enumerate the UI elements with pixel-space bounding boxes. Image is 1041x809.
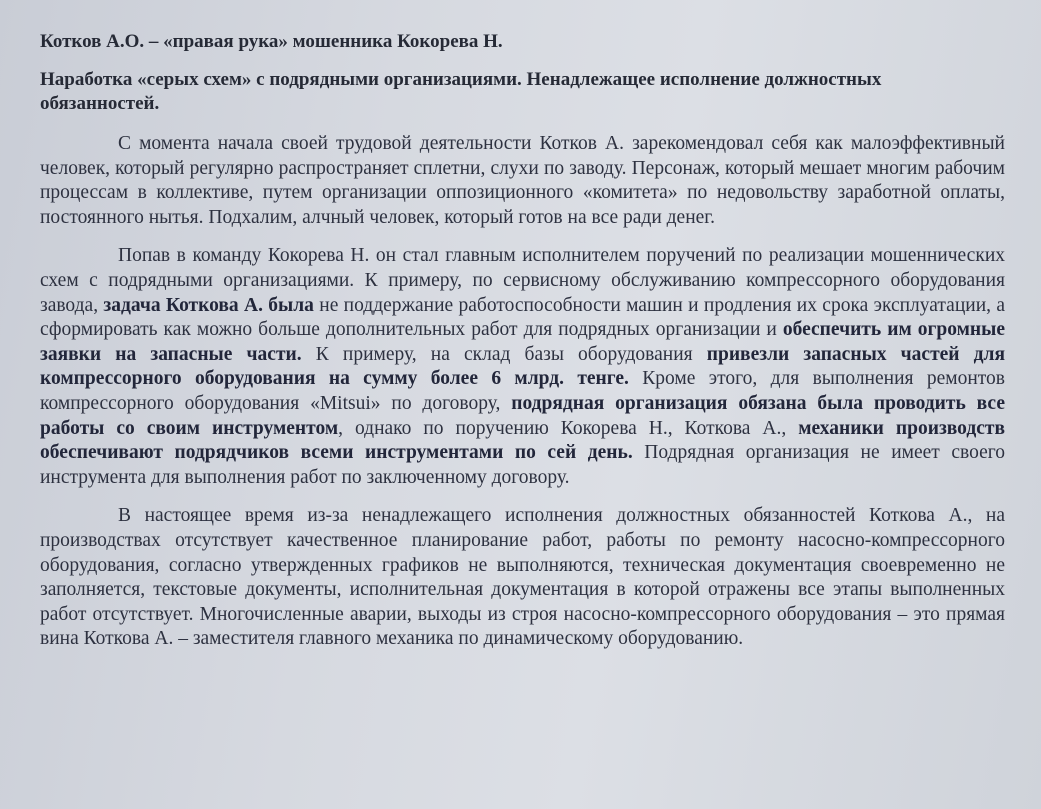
paragraph-2-text-2: не поддержание работоспособности машин и продления их срока эксплуатации, а сформировать как можно больше дополнительных работ для подрядных организации и: [40, 294, 1005, 341]
paragraph-2-text-3: К примеру, на склад базы оборудования: [301, 343, 707, 365]
document-title: Котков А.О. – «правая рука» мошенника Кокорева Н.: [40, 31, 503, 52]
paragraph-2-text-5: , однако по поручению Кокорева Н., Коткова А.,: [338, 417, 799, 439]
paragraph-3: В настоящее время из-за ненадлежащего исполнения должностных обязанностей Коткова А., на производствах отсутствует качественное планирование работ, работы по ремонту насосно-компрессорного оборудования, согласно утвержденных графиков не выполняются, техническая документация своевременно не заполняется, текстовые документы, исполнительная документация в которой отражены все этапы выполненных работ отсутствует. Многочисленные аварии, выходы из строя насосно-компрессорного оборудования – это прямая вина Коткова А. – заместителя главного механика по динамическому оборудованию.: [40, 505, 1005, 650]
paragraph-2: [40, 244, 1005, 490]
paragraph-2-text-1: Попав в команду Кокорева Н. он стал главным исполнителем поручений по реализации мошеннических схем с подрядными организациями. К примеру, по сервисному обслуживанию компрессорного оборудования завода,: [40, 245, 1005, 316]
document-subtitle: Наработка «серых схем» с подрядными организациями. Ненадлежащее исполнение должностных обязанностей.: [40, 69, 882, 114]
paragraph-2-text-4: Кроме этого, для выполнения ремонтов компрессорного оборудования «Mitsui» по договору,: [40, 368, 1005, 414]
paragraph-2-bold-1: задача Коткова А. была: [103, 294, 314, 316]
paragraph-2-text-6: Подрядная организация не имеет своего инструмента для выполнения работ по заключенному договору.: [40, 442, 1005, 488]
paragraph-2-bold-4: подрядная организация обязана была проводить все работы со своим инструментом: [40, 392, 1005, 439]
paragraph-1: С момента начала своей трудовой деятельности Котков А. зарекомендовал себя как малоэффективный человек, который регулярно распространяет сплетни, слухи по заводу. Персонаж, который мешает многим рабочим процессам в коллективе, путем организации оппозиционного «комитета» по недовольству заработной оплаты, постоянного нытья. Подхалим, алчный человек, который готов на все ради денег.: [40, 133, 1005, 228]
document-page: [40, 30, 1005, 666]
paragraph-2-bold-5: механики производств обеспечивают подрядчиков всеми инструментами по сей день.: [40, 417, 1005, 464]
paragraph-2-bold-2: обеспечить им огромные заявки на запасные части.: [40, 319, 1005, 365]
paragraph-2-bold-3: привезли запасных частей для компрессорного оборудования на сумму более 6 млрд. тенге.: [40, 343, 1006, 390]
